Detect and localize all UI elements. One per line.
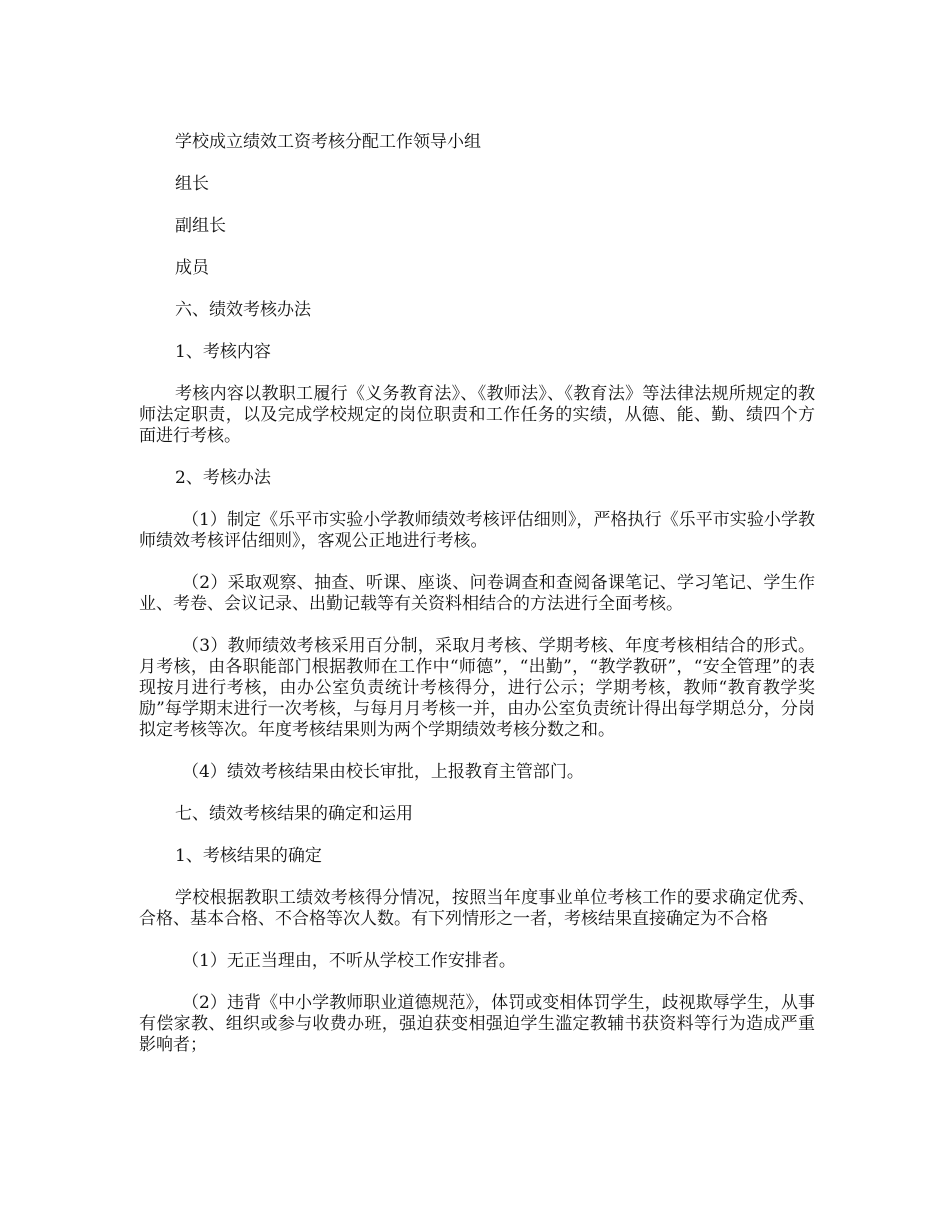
subsection-heading: 2、考核办法	[175, 468, 271, 488]
section-heading-7: 七、绩效考核结果的确定和运用	[175, 804, 413, 824]
group-heading: 学校成立绩效工资考核分配工作领导小组	[175, 132, 481, 152]
section-heading-6: 六、绩效考核办法	[175, 300, 311, 320]
body-paragraph: 学校根据教职工绩效考核得分情况，按照当年度事业单位考核工作的要求确定优秀、合格、基本合格、不合格等次人数。有下列情形之一者，考核结果直接确定为不合格	[139, 888, 815, 929]
group-leader-label: 组长	[175, 174, 209, 194]
list-item: （1）无正当理由，不听从学校工作安排者。	[182, 951, 516, 971]
deputy-leader-label: 副组长	[175, 216, 226, 236]
list-item: （3）教师绩效考核采用百分制，采取月考核、学期考核、年度考核相结合的形式。月考核，由各职能部门根据教师在工作中“师德”，“出勤”，“教学教研”，“安全管理”的表现按月进行考核，由办公室负责统计考核得分，进行公示；学期考核，教师“教育教学奖励”每学期末进行一次考核，与每月月考核一并，由办公室负责统计得出每学期总分，分岗拟定考核等次。年度考核结果则为两个学期绩效考核分数之和。	[139, 636, 815, 740]
list-item: （1）制定《乐平市实验小学教师绩效考核评估细则》，严格执行《乐平市实验小学教师绩效考核评估细则》，客观公正地进行考核。	[139, 510, 815, 551]
list-item: （2）采取观察、抽查、听课、座谈、问卷调查和查阅备课笔记、学习笔记、学生作业、考卷、会议记录、出勤记载等有关资料相结合的方法进行全面考核。	[139, 573, 815, 614]
list-item: （2）违背《中小学教师职业道德规范》，体罚或变相体罚学生，歧视欺辱学生，从事有偿家教、组织或参与收费办班，强迫获变相强迫学生滥定教辅书获资料等行为造成严重影响者；	[139, 993, 815, 1055]
list-item: （4）绩效考核结果由校长审批，上报教育主管部门。	[182, 762, 584, 782]
subsection-heading: 1、考核内容	[175, 342, 271, 362]
body-paragraph: 考核内容以教职工履行《义务教育法》、《教师法》、《教育法》等法律法规所规定的教师法定职责，以及完成学校规定的岗位职责和工作任务的实绩，从德、能、勤、绩四个方面进行考核。	[139, 384, 815, 446]
document-body	[139, 132, 815, 1077]
members-label: 成员	[175, 258, 209, 278]
subsection-heading: 1、考核结果的确定	[175, 846, 322, 866]
